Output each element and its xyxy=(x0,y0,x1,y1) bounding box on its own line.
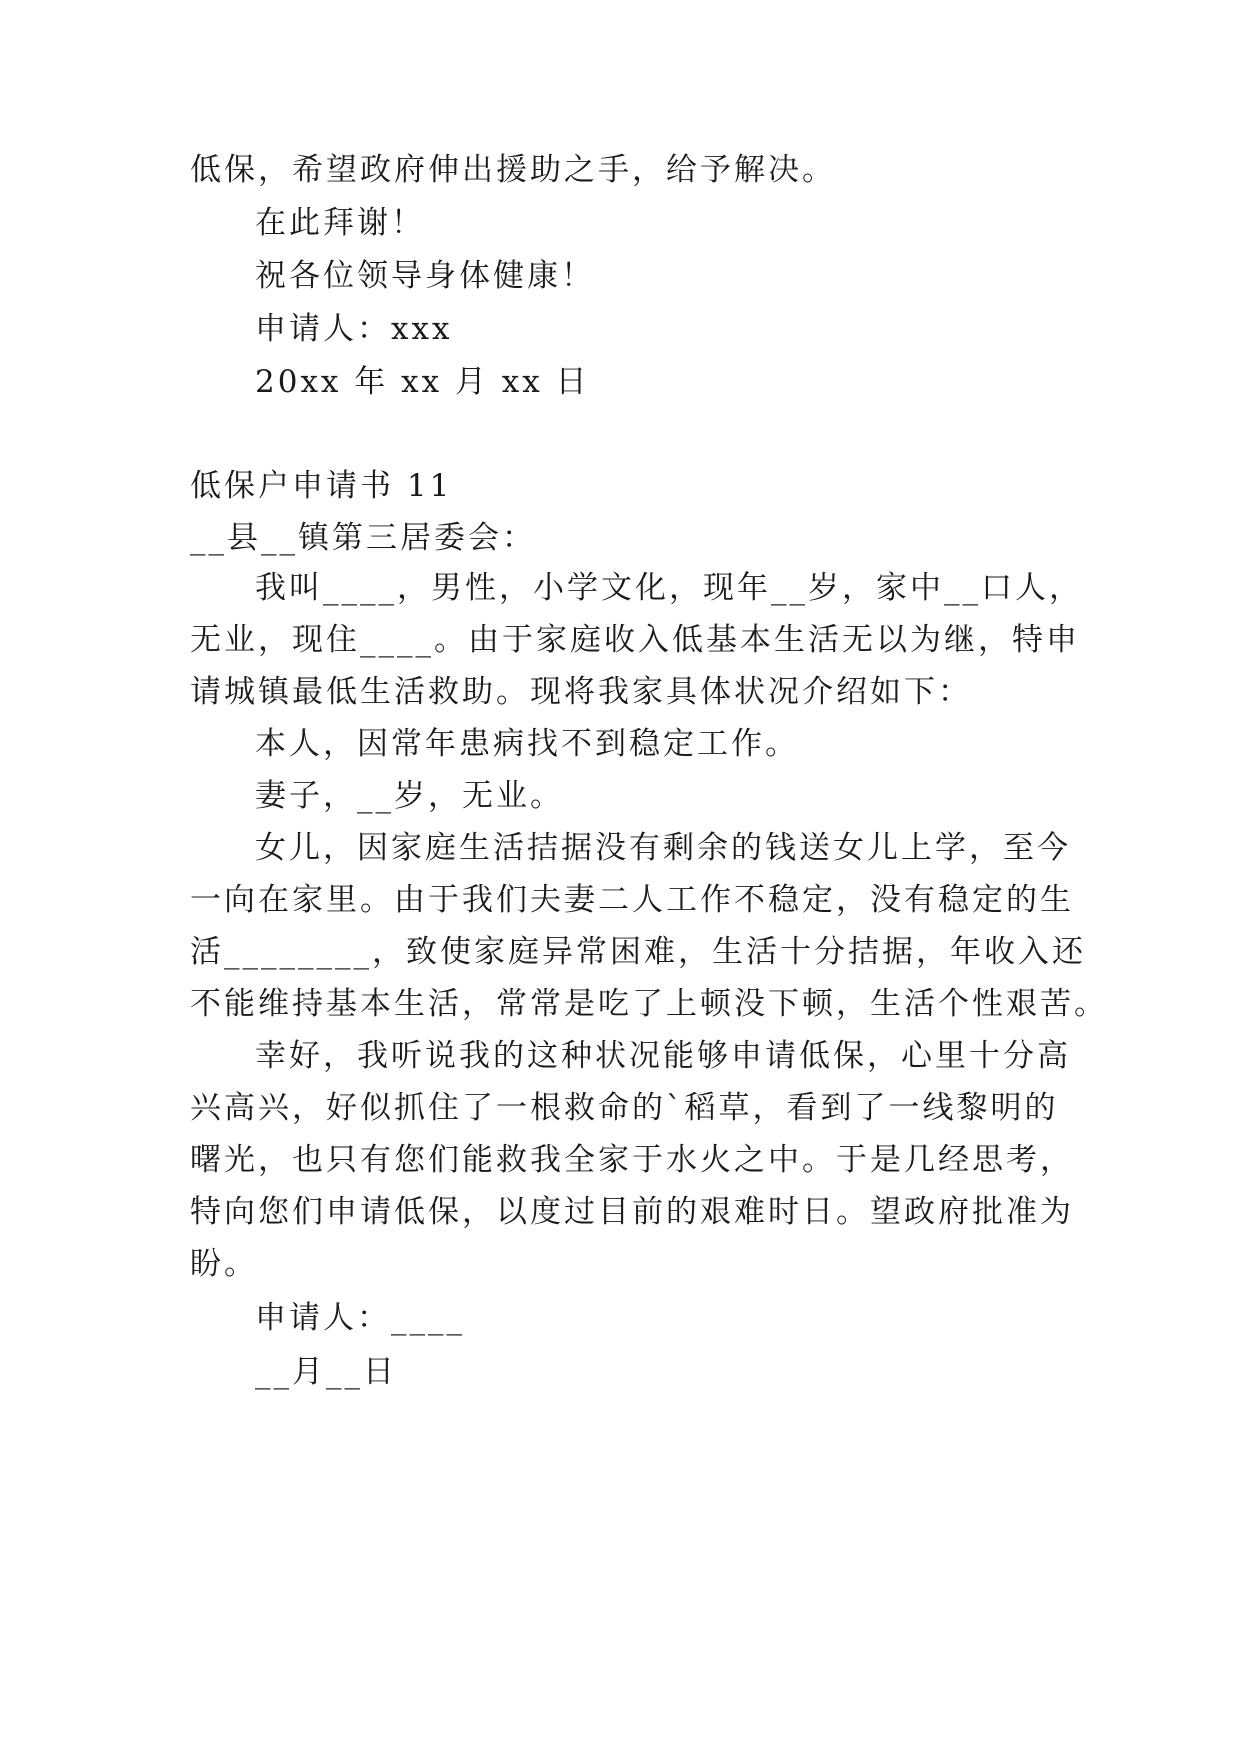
daughter-paragraph-line: 活________，致使家庭异常困难，生活十分拮据，年收入还 xyxy=(190,934,1086,970)
document-title: 低保户申请书 11 xyxy=(190,468,453,504)
hope-paragraph-line: 兴高兴，好似抓住了一根救命的`稻草，看到了一线黎明的 xyxy=(190,1090,1059,1126)
thanks-line: 在此拜谢！ xyxy=(255,205,425,241)
hope-paragraph-line: 曙光，也只有您们能救我全家于水火之中。于是几经思考， xyxy=(190,1142,1074,1178)
hope-paragraph-line: 盼。 xyxy=(190,1246,258,1282)
hope-paragraph-line: 幸好，我听说我的这种状况能够申请低保，心里十分高 xyxy=(255,1038,1071,1074)
daughter-paragraph-line: 一向在家里。由于我们夫妻二人工作不稳定，没有稳定的生 xyxy=(190,882,1074,918)
wife-line: 妻子，__岁，无业。 xyxy=(255,778,564,814)
signature-date-line: __月__日 xyxy=(255,1354,397,1390)
intro-paragraph-line: 请城镇最低生活救助。现将我家具体状况介绍如下： xyxy=(190,674,972,710)
wish-line: 祝各位领导身体健康！ xyxy=(255,258,595,294)
self-line: 本人，因常年患病找不到稳定工作。 xyxy=(255,726,799,762)
hope-paragraph-line: 特向您们申请低保，以度过目前的艰难时日。望政府批准为 xyxy=(190,1194,1074,1230)
applicant-line: 申请人：xxx xyxy=(255,311,453,347)
addressee: __县__镇第三居委会： xyxy=(190,520,536,556)
intro-paragraph-line: 我叫____，男性，小学文化，现年__岁，家中__口人， xyxy=(255,570,1083,606)
daughter-paragraph-line: 女儿，因家庭生活拮据没有剩余的钱送女儿上学，至今 xyxy=(255,830,1071,866)
daughter-paragraph-line: 不能维持基本生活，常常是吃了上顿没下顿，生活个性艰苦。 xyxy=(190,986,1108,1022)
date-line: 20xx 年 xx 月 xx 日 xyxy=(255,364,590,400)
applicant-signature-line: 申请人：____ xyxy=(255,1300,465,1336)
closing-line: 低保，希望政府伸出援助之手，给予解决。 xyxy=(190,152,836,188)
intro-paragraph-line: 无业，现住____。由于家庭收入低基本生活无以为继，特申 xyxy=(190,622,1080,658)
